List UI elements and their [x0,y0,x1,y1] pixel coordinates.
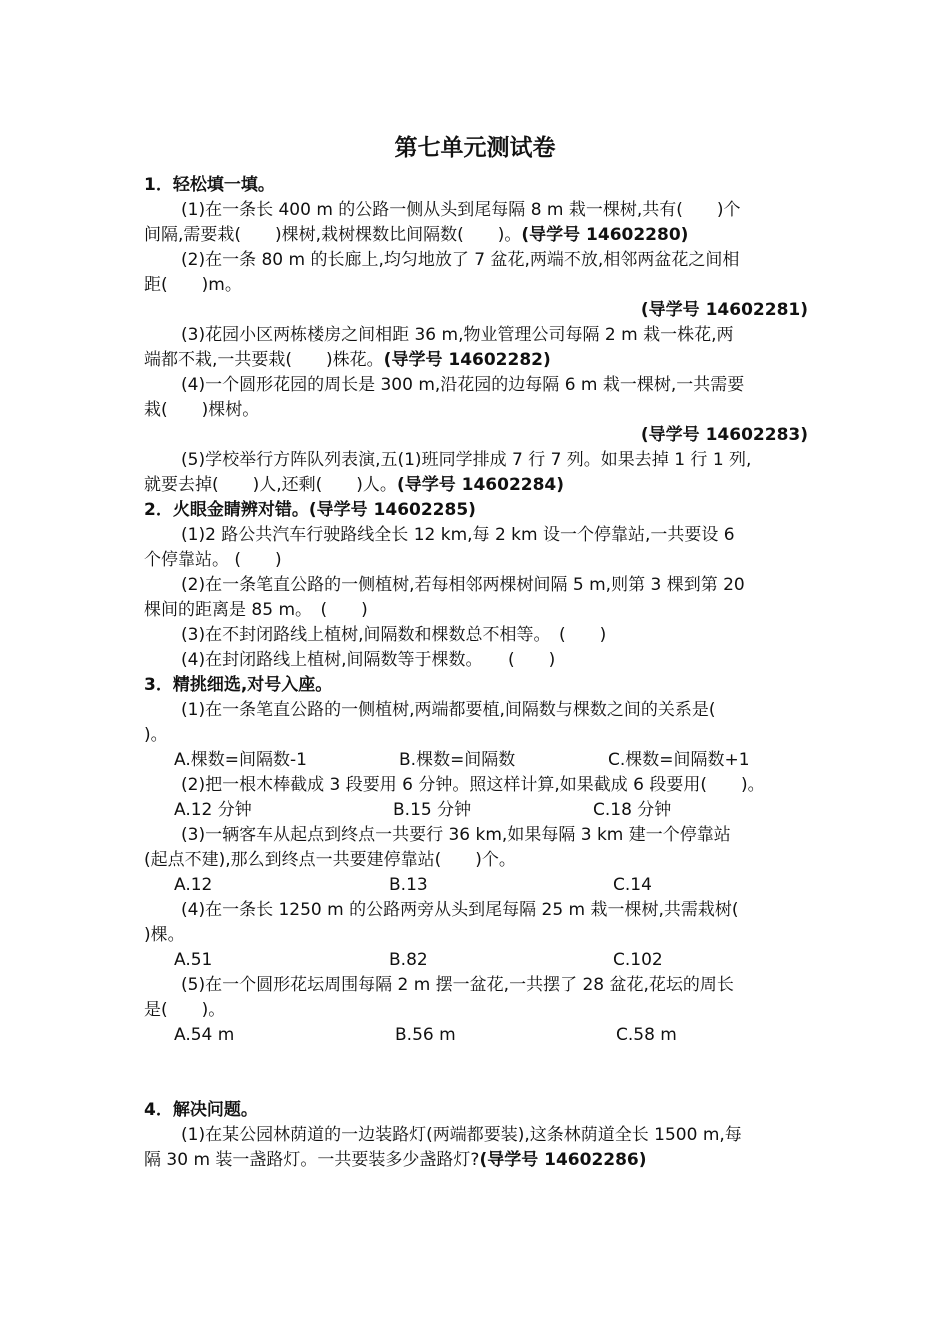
section-1-heading: 1．轻松填一填。 [144,175,275,195]
s3-q3-option-a: A.12 [174,875,213,895]
s1-q5-ref: (导学号 14602284) [396,475,565,495]
s1-q1-line1: (1)在一条长 400 m 的公路一侧从头到尾每隔 8 m 栽一棵树,共有( )个 [181,200,741,220]
s3-q2-option-c: C.18 分钟 [593,800,672,820]
page-title: 第七单元测试卷 [394,134,556,161]
s3-q1-option-c: C.棵数=间隔数+1 [608,750,750,770]
s3-q1-line2: )。 [144,725,168,745]
s1-q3-ref: (导学号 14602282) [383,350,551,370]
s3-q4-option-a: A.51 [174,950,213,970]
section-2-heading: 2．火眼金睛辨对错。(导学号 14602285) [144,500,476,520]
s3-q1-line1: (1)在一条笔直公路的一侧植树,两端都要植,间隔数与棵数之间的关系是( [181,700,716,720]
s1-q2-line1: (2)在一条 80 m 的长廊上,均匀地放了 7 盆花,两端不放,相邻两盆花之间相 [181,250,740,270]
s3-q3-line2: (起点不建),那么到终点一共要建停靠站( )个。 [144,850,516,870]
s3-q5-option-b: B.56 m [395,1025,456,1045]
s3-q1-option-a: A.棵数=间隔数-1 [174,750,307,770]
s3-q3-option-b: B.13 [389,875,428,895]
s1-q2-ref: (导学号 14602281) [640,300,808,320]
s1-q3-line2: 端都不栽,一共要栽( )株花。(导学号 14602282) [144,350,551,370]
s3-q4-line2: )棵。 [144,925,185,945]
s3-q2-option-b: B.15 分钟 [393,800,472,820]
s1-q2-line2: 距( )m。 [144,275,242,295]
s3-q5-line1: (5)在一个圆形花坛周围每隔 2 m 摆一盆花,一共摆了 28 盆花,花坛的周长 [181,975,734,995]
s3-q4-option-b: B.82 [389,950,428,970]
s3-q4-line1: (4)在一条长 1250 m 的公路两旁从头到尾每隔 25 m 栽一棵树,共需栽树( [181,900,739,920]
s3-q2-option-a: A.12 分钟 [174,800,252,820]
s1-q4-line1: (4)一个圆形花园的周长是 300 m,沿花园的边每隔 6 m 栽一棵树,一共需要 [181,375,745,395]
s4-q1-ref: (导学号 14602286) [479,1150,647,1170]
s1-q4-line2: 栽( )棵树。 [144,400,260,420]
s1-q1-ref: (导学号 14602280) [521,225,689,245]
s2-q1-line1: (1)2 路公共汽车行驶路线全长 12 km,每 2 km 设一个停靠站,一共要设 6 [181,525,735,545]
s3-q5-option-c: C.58 m [616,1025,677,1045]
s4-q1-line2: 隔 30 m 装一盏路灯。一共要装多少盏路灯?(导学号 14602286) [144,1150,647,1170]
s1-q5-line1: (5)学校举行方阵队列表演,五(1)班同学排成 7 行 7 列。如果去掉 1 行 1 列, [181,450,752,470]
s2-q2-line1: (2)在一条笔直公路的一侧植树,若每相邻两棵树间隔 5 m,则第 3 棵到第 20 [181,575,745,595]
s3-q4-option-c: C.102 [613,950,663,970]
s2-q1-line2: 个停靠站。 ( ) [144,550,282,570]
section-3-heading: 3．精挑细选,对号入座。 [144,675,333,695]
s3-q5-line2: 是( )。 [144,1000,226,1020]
s3-q3-line1: (3)一辆客车从起点到终点一共要行 36 km,如果每隔 3 km 建一个停靠站 [181,825,731,845]
s3-q5-option-a: A.54 m [174,1025,235,1045]
s1-q3-line1: (3)花园小区两栋楼房之间相距 36 m,物业管理公司每隔 2 m 栽一株花,两 [181,325,734,345]
s3-q1-option-b: B.棵数=间隔数 [399,750,516,770]
s2-q2-line2: 棵间的距离是 85 m。 ( ) [144,600,368,620]
s1-q1-line2: 间隔,需要栽( )棵树,栽树棵数比间隔数( )。(导学号 14602280) [144,225,689,245]
s2-q4: (4)在封闭路线上植树,间隔数等于棵数。 ( ) [181,650,556,670]
s2-q3: (3)在不封闭路线上植树,间隔数和棵数总不相等。 ( ) [181,625,607,645]
s4-q1-line1: (1)在某公园林荫道的一边装路灯(两端都要装),这条林荫道全长 1500 m,每 [181,1125,742,1145]
s3-q2-line1: (2)把一根木棒截成 3 段要用 6 分钟。照这样计算,如果截成 6 段要用( )。 [181,775,765,795]
s1-q4-ref: (导学号 14602283) [640,425,808,445]
s3-q3-option-c: C.14 [613,875,652,895]
s2-ref: (导学号 14602285) [308,500,476,520]
s1-q5-line2: 就要去掉( )人,还剩( )人。(导学号 14602284) [144,475,565,495]
section-4-heading: 4．解决问题。 [144,1100,258,1120]
